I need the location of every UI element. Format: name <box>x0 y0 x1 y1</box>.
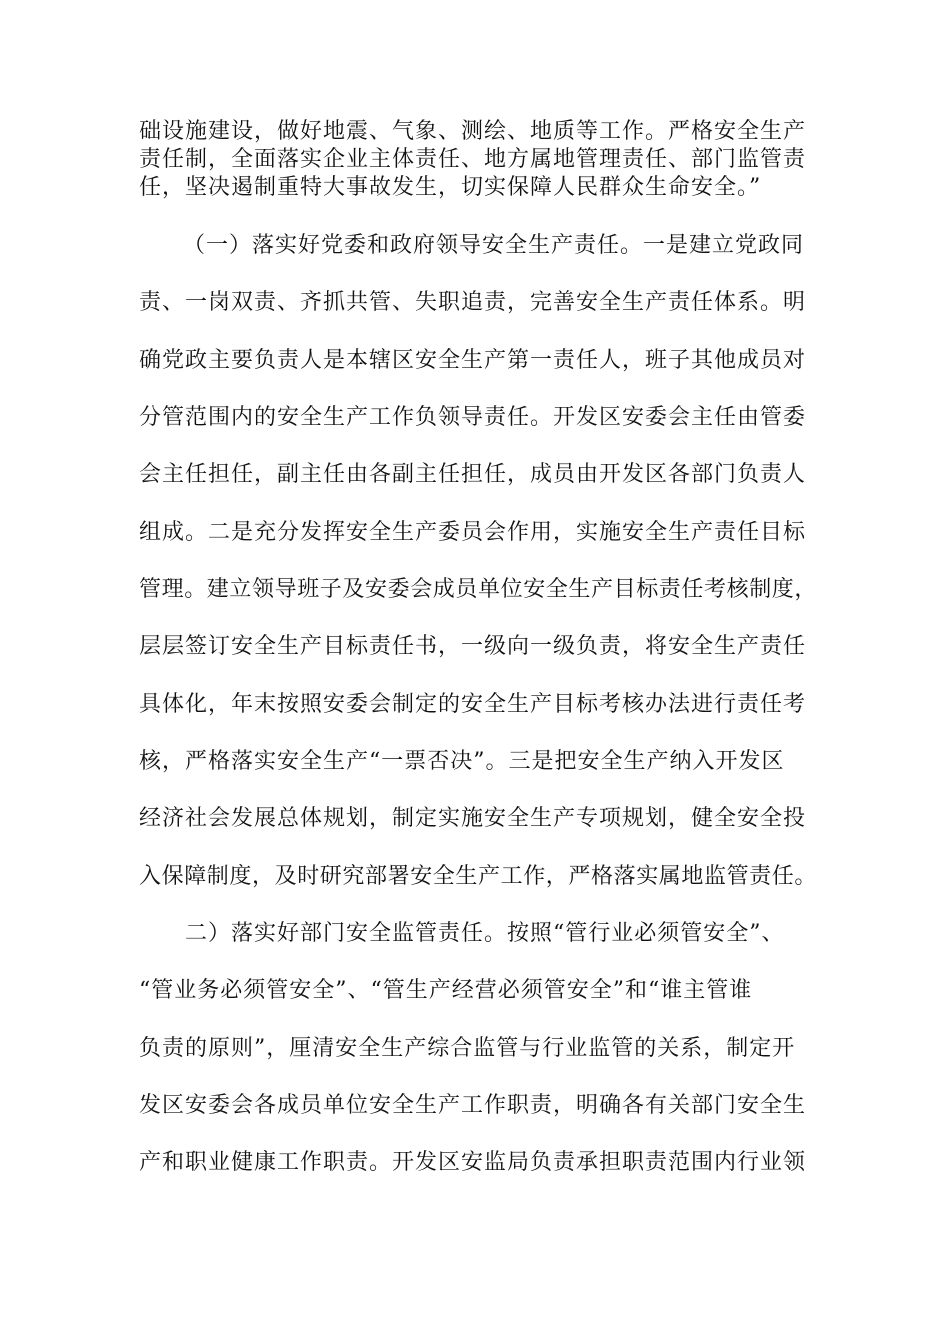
text-line: 核，严格落实安全生产“一票否决”。三是把安全生产纳入开发区 <box>139 749 785 774</box>
text-line: “管业务必须管安全”、“管生产经营必须管安全”和“谁主管谁 <box>139 978 753 1003</box>
text-line: （一）落实好党委和政府领导安全生产责任。一是建立党政同 <box>183 233 805 258</box>
text-line: 分管范围内的安全生产工作负领导责任。开发区安委会主任由管委 <box>139 405 807 430</box>
text-line: 入保障制度，及时研究部署安全生产工作，严格落实属地监管责任。 <box>139 864 818 889</box>
text-line: 经济社会发展总体规划，制定实施安全生产专项规划，健全安全投 <box>139 806 807 831</box>
text-line: 责、一岗双责、齐抓共管、失职追责，完善安全生产责任体系。明 <box>139 290 807 315</box>
text-line: 管理。建立领导班子及安委会成员单位安全生产目标责任考核制度， <box>139 577 818 602</box>
text-line: 组成。二是充分发挥安全生产委员会作用，实施安全生产责任目标 <box>139 520 807 545</box>
text-line: 础设施建设，做好地震、气象、测绘、地质等工作。严格安全生产 <box>139 119 807 144</box>
text-line: 确党政主要负责人是本辖区安全生产第一责任人，班子其他成员对 <box>139 348 807 373</box>
text-line: 具体化，年末按照安委会制定的安全生产目标考核办法进行责任考 <box>139 692 807 717</box>
text-line: 产和职业健康工作职责。开发区安监局负责承担职责范围内行业领 <box>139 1150 807 1175</box>
text-line: 会主任担任，副主任由各副主任担任，成员由开发区各部门负责人 <box>139 462 807 487</box>
text-line: 层层签订安全生产目标责任书，一级向一级负责，将安全生产责任 <box>139 634 807 659</box>
text-line: 发区安委会各成员单位安全生产工作职责，明确各有关部门安全生 <box>139 1093 807 1118</box>
text-line: 负责的原则”，厘清安全生产综合监管与行业监管的关系，制定开 <box>139 1036 796 1061</box>
text-line: 二）落实好部门安全监管责任。按照“管行业必须管安全”、 <box>185 921 785 946</box>
text-line: 责任制，全面落实企业主体责任、地方属地管理责任、部门监管责 <box>139 147 807 172</box>
text-line: 任，坚决遏制重特大事故发生，切实保障人民群众生命安全。” <box>139 175 762 200</box>
